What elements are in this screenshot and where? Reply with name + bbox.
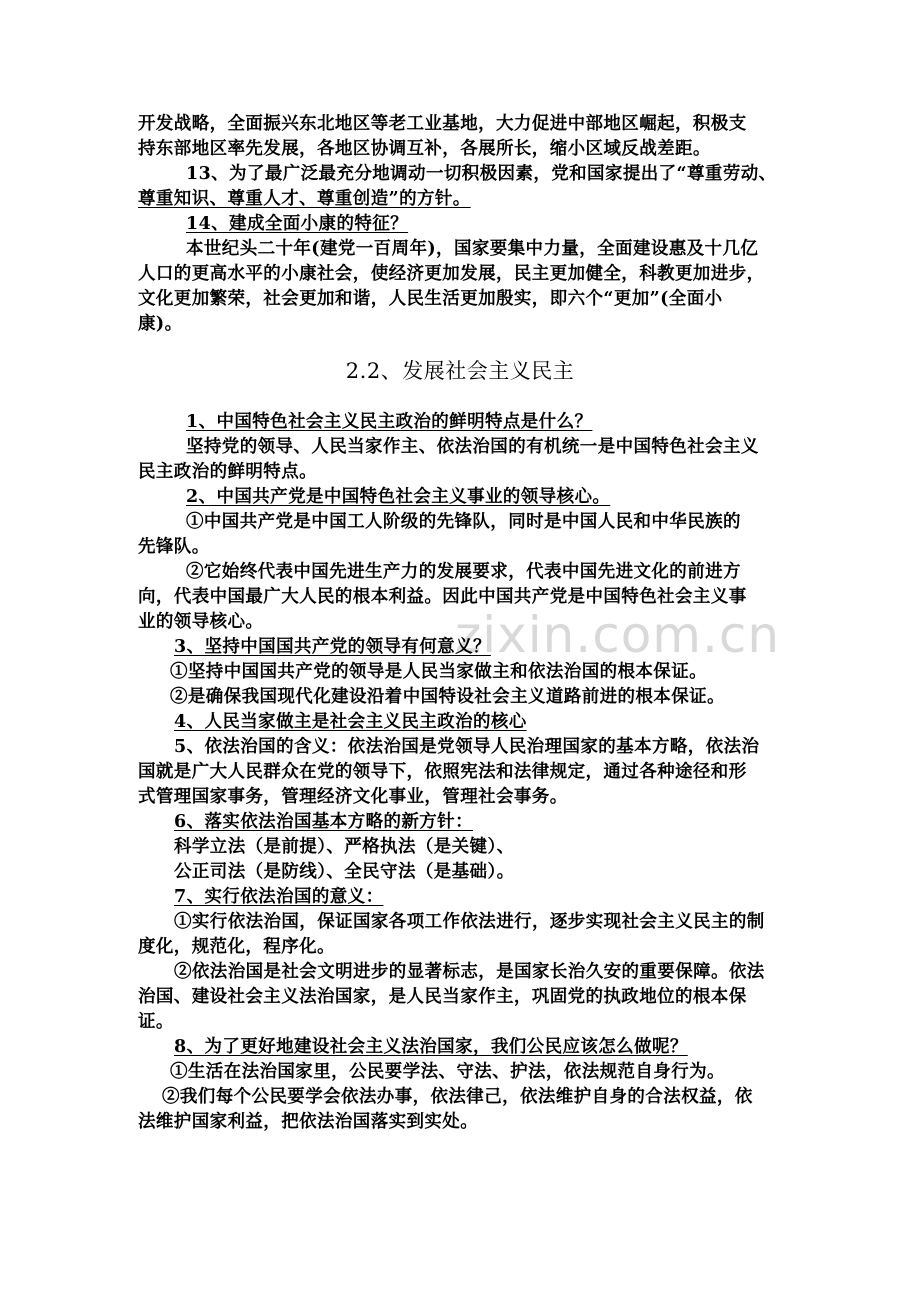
paragraph-line: 业的领导核心。 [138, 612, 264, 632]
paragraph-line: 坚持党的领导、人民当家作主、依法治国的有机统一是中国特色社会主义 [186, 437, 759, 457]
paragraph-line: 度化，规范化，程序化。 [138, 937, 335, 957]
paragraph-line: ①实行依法治国，保证国家各项工作依法进行，逐步实现社会主义民主的制 [174, 912, 765, 932]
question-7: 7、实行依法治国的意义： [174, 887, 384, 907]
paragraph-line: ②是确保我国现代化建设沿着中国特设社会主义道路前进的根本保证。 [170, 687, 725, 707]
question-3: 3、坚持中国国共产党的领导有何意义？ [174, 637, 491, 657]
question-5: 5、依法治国的含义：依法治国是党领导人民治理国家的基本方略，依法治 [174, 737, 760, 757]
paragraph-line: 国就是广大人民群众在党的领导下，依照宪法和法律规定，通过各种途径和形 [138, 762, 747, 782]
paragraph-line: 人口的更高水平的小康社会，使经济更加发展，民主更加健全，科教更加进步， [138, 264, 765, 284]
paragraph-line: ②我们每个公民要学会依法办事，依法律己，依法维护自身的合法权益，依 [162, 1087, 753, 1107]
paragraph-line: 科学立法（是前提）、严格执法（是关键）、 [174, 837, 515, 857]
paragraph-line: 民主政治的鲜明特点。 [138, 462, 317, 482]
paragraph-line: 先锋队。 [138, 537, 210, 557]
paragraph-line: ①坚持中国国共产党的领导是人民当家做主和依法治国的根本保证。 [170, 662, 707, 682]
paragraph-line: 本世纪头二十年(建党一百周年)，国家要集中力量，全面建设惠及十几亿 [186, 239, 759, 259]
paragraph-line: 文化更加繁荣，社会更加和谐，人民生活更加殷实，即六个“更加”(全面小 [138, 289, 723, 309]
paragraph-line: ①生活在法治国家里，公民要学法、守法、护法，依法规范自身行为。 [170, 1062, 725, 1082]
question-6: 6、落实依法治国基本方略的新方针： [174, 812, 473, 832]
paragraph-line: 证。 [138, 1012, 174, 1032]
question-8: 8、为了更好地建设社会主义法治国家，我们公民应该怎么做呢？ [174, 1037, 688, 1057]
section-heading: 2.2、发展社会主义民主 [345, 359, 575, 383]
paragraph-line: ①中国共产党是中国工人阶级的先锋队，同时是中国人民和中华民族的 [186, 512, 741, 532]
paragraph-line: 治国、建设社会主义法治国家，是人民当家作主，巩固党的执政地位的根本保 [138, 987, 747, 1007]
item-13-line: 尊重知识、尊重人才、尊重创造”的方针。 [138, 189, 471, 209]
item-14-heading: 14、建成全面小康的特征？ [186, 214, 409, 234]
paragraph-line: 康)。 [138, 314, 183, 334]
paragraph-line: 式管理国家事务，管理经济文化事业，管理社会事务。 [138, 787, 568, 807]
paragraph-line: 持东部地区率先发展，各地区协调互补，各展所长，缩小区域反战差距。 [138, 139, 711, 159]
paragraph-line: 向，代表中国最广大人民的根本利益。因此中国共产党是中国特色社会主义事 [138, 587, 747, 607]
paragraph-line: 法维护国家利益，把依法治国落实到实处。 [138, 1112, 479, 1132]
paragraph-line: 公正司法（是防线）、全民守法（是基础）。 [174, 862, 515, 882]
paragraph-line: 开发战略，全面振兴东北地区等老工业基地，大力促进中部地区崛起，积极支 [138, 114, 747, 134]
question-2: 2、中国共产党是中国特色社会主义事业的领导核心。 [186, 487, 611, 507]
question-4: 4、人民当家做主是社会主义民主政治的核心 [174, 712, 527, 732]
question-1: 1、中国特色社会主义民主政治的鲜明特点是什么？ [186, 412, 593, 432]
paragraph-line: ②它始终代表中国先进生产力的发展要求，代表中国先进文化的前进方 [186, 562, 741, 582]
watermark: zixin.com.cn [455, 606, 781, 664]
paragraph-line: ②依法治国是社会文明进步的显著标志，是国家长治久安的重要保障。依法 [174, 962, 765, 982]
item-13-line: 13、为了最广泛最充分地调动一切积极因素，党和国家提出了“尊重劳动、 [186, 164, 777, 184]
